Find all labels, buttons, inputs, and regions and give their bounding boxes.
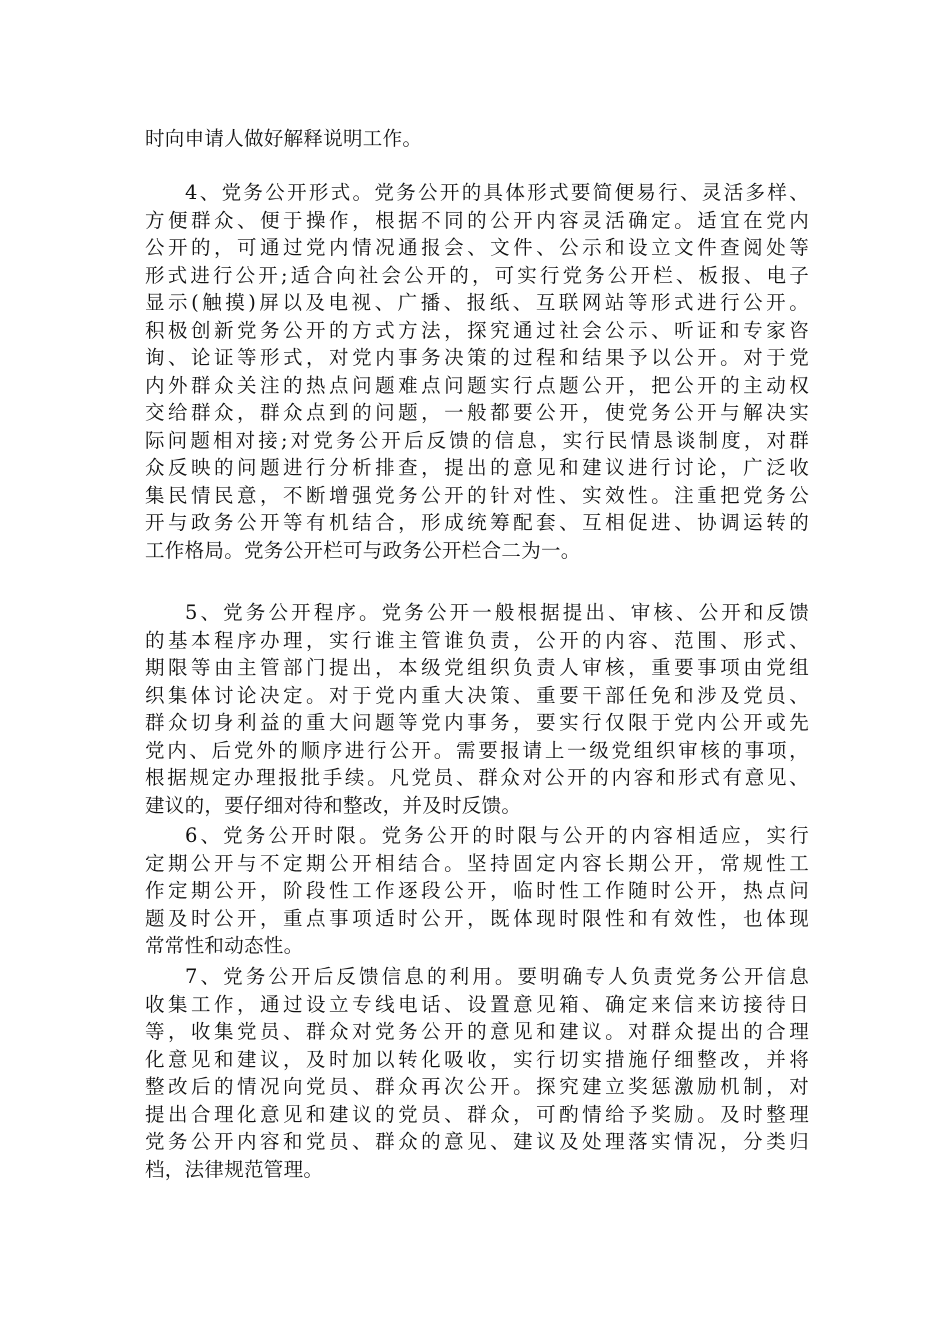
- text-line: 档，法律规范管理。: [145, 1157, 324, 1181]
- text-line: 4、党务公开形式。党务公开的具体形式要简便易行、灵活多样、: [185, 181, 809, 204]
- text-line: 党务公开内容和党员、群众的意见、建议及处理落实情况，分类归: [145, 1130, 809, 1153]
- text-line: 集民情民意，不断增强党务公开的针对性、实效性。注重把党务公: [145, 483, 809, 507]
- text-line: 内外群众关注的热点问题难点问题实行点题公开，把公开的主动权: [145, 373, 809, 397]
- text-line: 化意见和建议，及时加以转化吸收，实行切实措施仔细整改，并将: [145, 1047, 809, 1071]
- paragraph-section-5: [145, 599, 809, 819]
- text-line: 常常性和动态性。: [145, 934, 304, 957]
- text-line: 7、党务公开后反馈信息的利用。要明确专人负责党务公开信息: [185, 965, 809, 988]
- text-line: 党内、后党外的顺序进行公开。需要报请上一级党组织审核的事项，: [145, 738, 809, 762]
- text-line: 6、党务公开时限。党务公开的时限与公开的内容相适应，实行: [185, 824, 809, 847]
- text-line: 织集体讨论决定。对于党内重大决策、重要干部任免和涉及党员、: [145, 683, 809, 707]
- text-line: 的基本程序办理，实行谁主管谁负责，公开的内容、范围、形式、: [145, 628, 809, 652]
- text-line: 公开的，可通过党内情况通报会、文件、公示和设立文件查阅处等: [145, 236, 809, 259]
- text-line: 作定期公开，阶段性工作逐段公开，临时性工作随时公开，热点问: [145, 879, 809, 902]
- paragraph-continuation: [145, 125, 809, 153]
- paragraph-section-7: [145, 963, 809, 1183]
- text-line: 收集工作，通过设立专线电话、设置意见箱、确定来信来访接待日: [145, 992, 809, 1016]
- paragraph-section-4: [145, 179, 809, 564]
- text-line: 开与政务公开等有机结合，形成统筹配套、互相促进、协调运转的: [145, 511, 809, 534]
- text-line: 形式进行公开;适合向社会公开的，可实行党务公开栏、板报、电子: [145, 263, 809, 287]
- text-line: 时向申请人做好解释说明工作。: [145, 127, 423, 150]
- text-line: 众反映的问题进行分析排查，提出的意见和建议进行讨论，广泛收: [145, 456, 809, 479]
- paragraph-section-6: [145, 822, 809, 960]
- text-line: 等，收集党员、群众对党务公开的意见和建议。对群众提出的合理: [145, 1020, 809, 1043]
- text-line: 际问题相对接;对党务公开后反馈的信息，实行民情恳谈制度，对群: [145, 428, 809, 452]
- text-line: 题及时公开，重点事项适时公开，既体现时限性和有效性，也体现: [145, 906, 809, 930]
- text-line: 建议的，要仔细对待和整改，并及时反馈。: [145, 793, 522, 817]
- text-line: 积极创新党务公开的方式方法，探究通过社会公示、听证和专家咨: [145, 318, 809, 342]
- text-line: 交给群众，群众点到的问题，一般都要公开，使党务公开与解决实: [145, 401, 809, 424]
- text-line: 显示(触摸)屏以及电视、广播、报纸、互联网站等形式进行公开。: [145, 291, 809, 314]
- text-line: 工作格局。党务公开栏可与政务公开栏合二为一。: [145, 538, 581, 562]
- text-line: 询、论证等形式，对党内事务决策的过程和结果予以公开。对于党: [145, 346, 809, 369]
- text-line: 5、党务公开程序。党务公开一般根据提出、审核、公开和反馈: [185, 601, 809, 624]
- text-line: 方便群众、便于操作，根据不同的公开内容灵活确定。适宜在党内: [145, 208, 809, 232]
- text-line: 群众切身利益的重大问题等党内事务，要实行仅限于党内公开或先: [145, 711, 809, 734]
- text-line: 根据规定办理报批手续。凡党员、群众对公开的内容和形式有意见、: [145, 766, 809, 789]
- text-line: 提出合理化意见和建议的党员、群众，可酌情给予奖励。及时整理: [145, 1102, 809, 1126]
- text-line: 期限等由主管部门提出，本级党组织负责人审核，重要事项由党组: [145, 656, 809, 679]
- text-line: 整改后的情况向党员、群众再次公开。探究建立奖惩激励机制，对: [145, 1075, 809, 1098]
- text-line: 定期公开与不定期公开相结合。坚持固定内容长期公开，常规性工: [145, 851, 809, 875]
